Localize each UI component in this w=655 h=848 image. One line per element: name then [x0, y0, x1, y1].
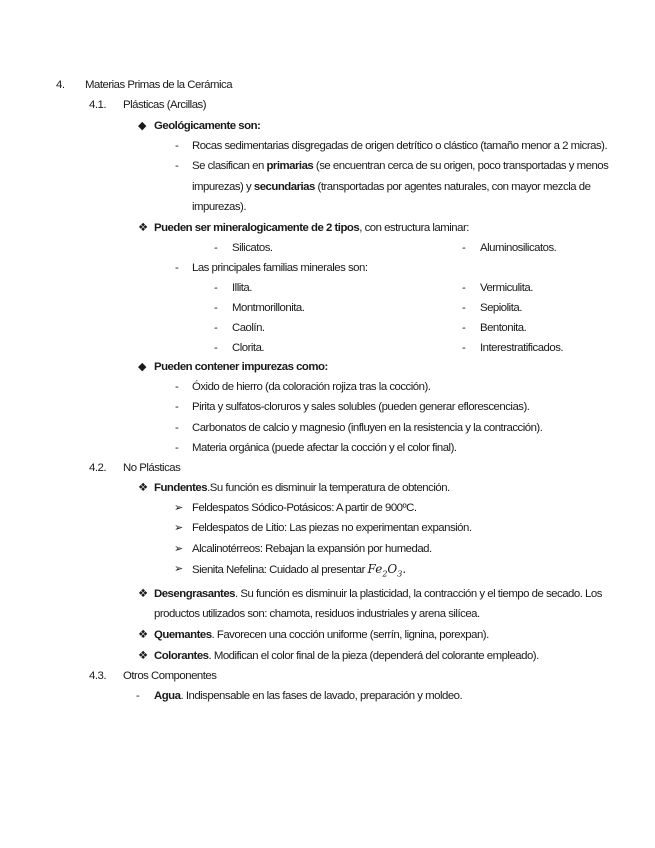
section-4-title: Materias Primas de la Cerámica	[85, 79, 233, 91]
family-left-3: Caolín.	[232, 322, 265, 334]
impur-item-3: Carbonatos de calcio y magnesio (influyen en la resistencia y la contracción).	[192, 422, 543, 434]
impur-heading	[154, 360, 328, 374]
family-right-2: Sepiolita.	[480, 302, 522, 314]
four-diamond-bullet-icon: ❖	[138, 482, 148, 494]
section-42-title: No Plásticas	[123, 462, 181, 474]
dash-bullet: -	[214, 322, 218, 334]
text-run: (transportadas por agentes naturales, con mayor mezcla de	[314, 181, 591, 193]
impur-item-1: Óxido de hierro (da coloración rojiza tras la cocción).	[192, 381, 431, 393]
deseng-heading-tail: . Su función es disminuir la plasticidad, la contracción y el tiempo de secado. Los	[235, 588, 602, 600]
color-line	[154, 649, 539, 663]
text-run: Sienita Nefelina: Cuidado al presentar	[192, 564, 365, 576]
dash-bullet: -	[214, 242, 218, 254]
dash-bullet: -	[214, 302, 218, 314]
dash-bullet: -	[462, 302, 466, 314]
fund-heading-tail: .Su función es disminuir la temperatura de obtención.	[207, 482, 450, 494]
section-43-number: 4.3.	[89, 670, 106, 682]
formula-end: .	[402, 562, 407, 576]
dash-bullet: -	[175, 401, 179, 413]
impur-item-4: Materia orgánica (puede afectar la cocción y el color final).	[192, 442, 457, 454]
text-run: (se encuentran cerca de su origen, poco transportadas y menos	[313, 160, 609, 172]
color-heading-tail: . Modifican el color final de la pieza (dependerá del colorante empleado).	[208, 650, 539, 662]
section-42-number: 4.2.	[89, 462, 106, 474]
arrow-bullet-icon: ➢	[174, 502, 183, 514]
dash-bullet: -	[462, 342, 466, 354]
deseng-line-1	[154, 587, 602, 601]
families-intro: Las principales familias minerales son:	[192, 262, 368, 274]
term-primarias: primarias	[266, 160, 314, 172]
four-diamond-bullet-icon: ❖	[138, 222, 148, 234]
fund-heading	[154, 481, 450, 495]
fund-item-2: Feldespatos de Litio: Las piezas no experimentan expansión.	[192, 522, 472, 534]
fund-heading-bold: Fundentes	[154, 482, 208, 494]
section-4-number: 4.	[56, 79, 65, 91]
arrow-bullet-icon: ➢	[174, 543, 183, 555]
impur-heading-text: Pueden contener impurezas como:	[154, 361, 328, 373]
miner-heading	[154, 221, 469, 235]
agua-heading-tail: . Indispensable en las fases de lavado, preparación y moldeo.	[180, 690, 463, 702]
family-right-1: Vermiculita.	[480, 282, 533, 294]
diamond-bullet-icon: ◆	[138, 361, 146, 373]
type-aluminosilicatos: Aluminosilicatos.	[480, 242, 557, 254]
miner-heading-tail: , con estructura laminar:	[359, 222, 469, 234]
dash-bullet: -	[214, 342, 218, 354]
dash-bullet: -	[175, 442, 179, 454]
dash-bullet: -	[175, 422, 179, 434]
formula-sub: 3	[397, 569, 403, 579]
family-left-1: Illita.	[232, 282, 252, 294]
dash-bullet: -	[136, 690, 140, 702]
dash-bullet: -	[462, 322, 466, 334]
dash-bullet: -	[175, 381, 179, 393]
geo-item-1: Rocas sedimentarias disgregadas de origen detrítico o clástico (tamaño menor a 2 micras).	[192, 140, 608, 152]
dash-bullet: -	[175, 140, 179, 152]
geo-item-2-line-2	[192, 180, 590, 194]
four-diamond-bullet-icon: ❖	[138, 588, 148, 600]
quem-heading-bold: Quemantes	[154, 629, 212, 641]
text-run: Se clasifican en	[192, 160, 267, 172]
geo-heading-text: Geológicamente son:	[154, 120, 261, 132]
fund-item-3: Alcalinotérreos: Rebajan la expansión por humedad.	[192, 543, 432, 555]
text-run: impurezas) y	[192, 181, 254, 193]
family-left-2: Montmorillonita.	[232, 302, 305, 314]
term-secundarias: secundarias	[253, 181, 315, 193]
quem-heading-tail: . Favorecen una cocción uniforme (serrín, lignina, porexpan).	[211, 629, 489, 641]
miner-heading-bold: Pueden ser mineralogicamente de 2 tipos	[154, 222, 360, 234]
family-right-4: Interestratificados.	[480, 342, 564, 354]
dash-bullet: -	[214, 282, 218, 294]
impur-item-2: Pirita y sulfatos-cloruros y sales solubles (pueden generar eflorescencias).	[192, 401, 530, 413]
geo-item-2-line-3: impurezas).	[192, 201, 247, 213]
dash-bullet: -	[175, 262, 179, 274]
quem-line	[154, 628, 489, 642]
agua-line	[154, 689, 462, 703]
section-43-title: Otros Componentes	[123, 670, 217, 682]
family-right-3: Bentonita.	[480, 322, 527, 334]
deseng-line-2: productos utilizados son: chamota, residuos industriales y arena silícea.	[154, 608, 480, 620]
dash-bullet: -	[462, 282, 466, 294]
diamond-bullet-icon: ◆	[138, 120, 146, 132]
dash-bullet: -	[175, 160, 179, 172]
fund-item-1: Feldespatos Sódico-Potásicos: A partir de 900ºC.	[192, 502, 417, 514]
type-silicatos: Silicatos.	[232, 242, 273, 254]
fund-item-4	[192, 562, 406, 581]
section-41-title: Plásticas (Arcillas)	[123, 99, 207, 111]
formula-o: O	[387, 562, 398, 576]
formula-sub: 2	[382, 569, 388, 579]
formula-fe: Fe	[367, 562, 383, 576]
family-left-4: Clorita.	[232, 342, 265, 354]
four-diamond-bullet-icon: ❖	[138, 629, 148, 641]
dash-bullet: -	[462, 242, 466, 254]
geo-heading	[154, 119, 260, 133]
agua-heading-bold: Agua	[154, 690, 181, 702]
section-41-number: 4.1.	[89, 99, 106, 111]
formula-fe2o3	[367, 562, 407, 579]
arrow-bullet-icon: ➢	[174, 563, 183, 575]
color-heading-bold: Colorantes	[154, 650, 209, 662]
arrow-bullet-icon: ➢	[174, 522, 183, 534]
deseng-heading-bold: Desengrasantes	[154, 588, 236, 600]
geo-item-2-line-1	[192, 159, 608, 173]
four-diamond-bullet-icon: ❖	[138, 650, 148, 662]
